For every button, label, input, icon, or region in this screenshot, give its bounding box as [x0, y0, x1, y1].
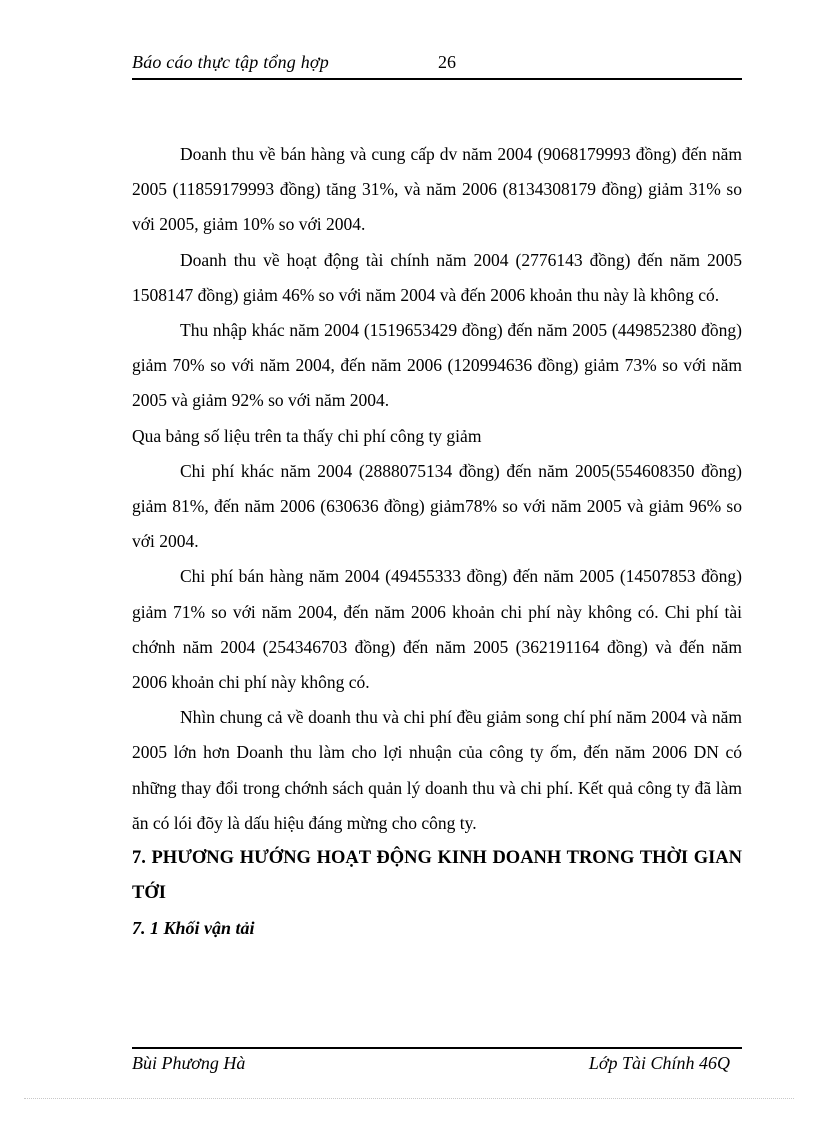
footer-class: Lớp Tài Chính 46Q [588, 1053, 730, 1073]
paragraph-other-income: Thu nhập khác năm 2004 (1519653429 đồng) đến năm 2005 (449852380 đồng) giảm 70% so với năm 2004, đến năm 2006 (120994636 đồng) giảm 73% so với năm 2005 và giảm 92% so với năm 2004. [132, 320, 742, 411]
paragraph-cost-intro: Qua bảng số liệu trên ta thấy chi phí công ty giảm [132, 425, 482, 446]
paragraph-other-costs: Chi phí khác năm 2004 (2888075134 đồng) đến năm 2005(554608350 đồng) giảm 81%, đến năm 2006 (630636 đồng) giảm78% so với năm 2005 và giảm 96% so với 2004. [132, 460, 742, 552]
page-edge-divider [24, 1098, 794, 1099]
paragraph-selling-costs: Chi phí bán hàng năm 2004 (49455333 đồng) đến năm 2005 (14507853 đồng) giảm 71% so với năm 2004, đến năm 2006 khoản chi phí này không có. Chi phí tài chớnh năm 2004 (254346703 đồng) đến năm 2005 (362191164 đồng) và đến năm 2006 khoản chi phí này không có. [132, 566, 742, 693]
page-footer [132, 1047, 742, 1075]
page-body [132, 137, 742, 947]
subsection-heading: 7. 1 Khối vận tải [132, 918, 255, 939]
page-number: 26 [438, 52, 456, 72]
page-header [132, 52, 742, 80]
footer-author: Bùi Phương Hà [132, 1053, 246, 1073]
paragraph-revenue-financial: Doanh thu về hoạt động tài chính năm 2004 (2776143 đồng) đến năm 2005 1508147 đồng) giảm 46% so với năm 2004 và đến 2006 khoản thu này là không có. [132, 249, 742, 305]
paragraph-summary: Nhìn chung cả về doanh thu và chi phí đều giảm song chí phí năm 2004 và năm 2005 lớn hơn Doanh thu làm cho lợi nhuận của công ty ốm, đến năm 2006 DN có những thay đổi trong chớnh sách quản lý doanh thu và chi phí. Kết quả công ty đã làm ăn có lói đõy là dấu hiệu đáng mừng cho công ty. [132, 707, 742, 833]
paragraph-revenue-sales: Doanh thu về bán hàng và cung cấp dv năm 2004 (9068179993 đồng) đến năm 2005 (11859179993 đồng) tăng 31%, và năm 2006 (8134308179 đồng) giảm 31% so với 2005, giảm 10% so với 2004. [132, 144, 742, 235]
header-title: Báo cáo thực tập tổng hợp [132, 52, 329, 72]
section-heading: 7. PHƯƠNG HƯỚNG HOẠT ĐỘNG KINH DOANH TRONG THỜI GIAN TỚI [132, 848, 742, 904]
